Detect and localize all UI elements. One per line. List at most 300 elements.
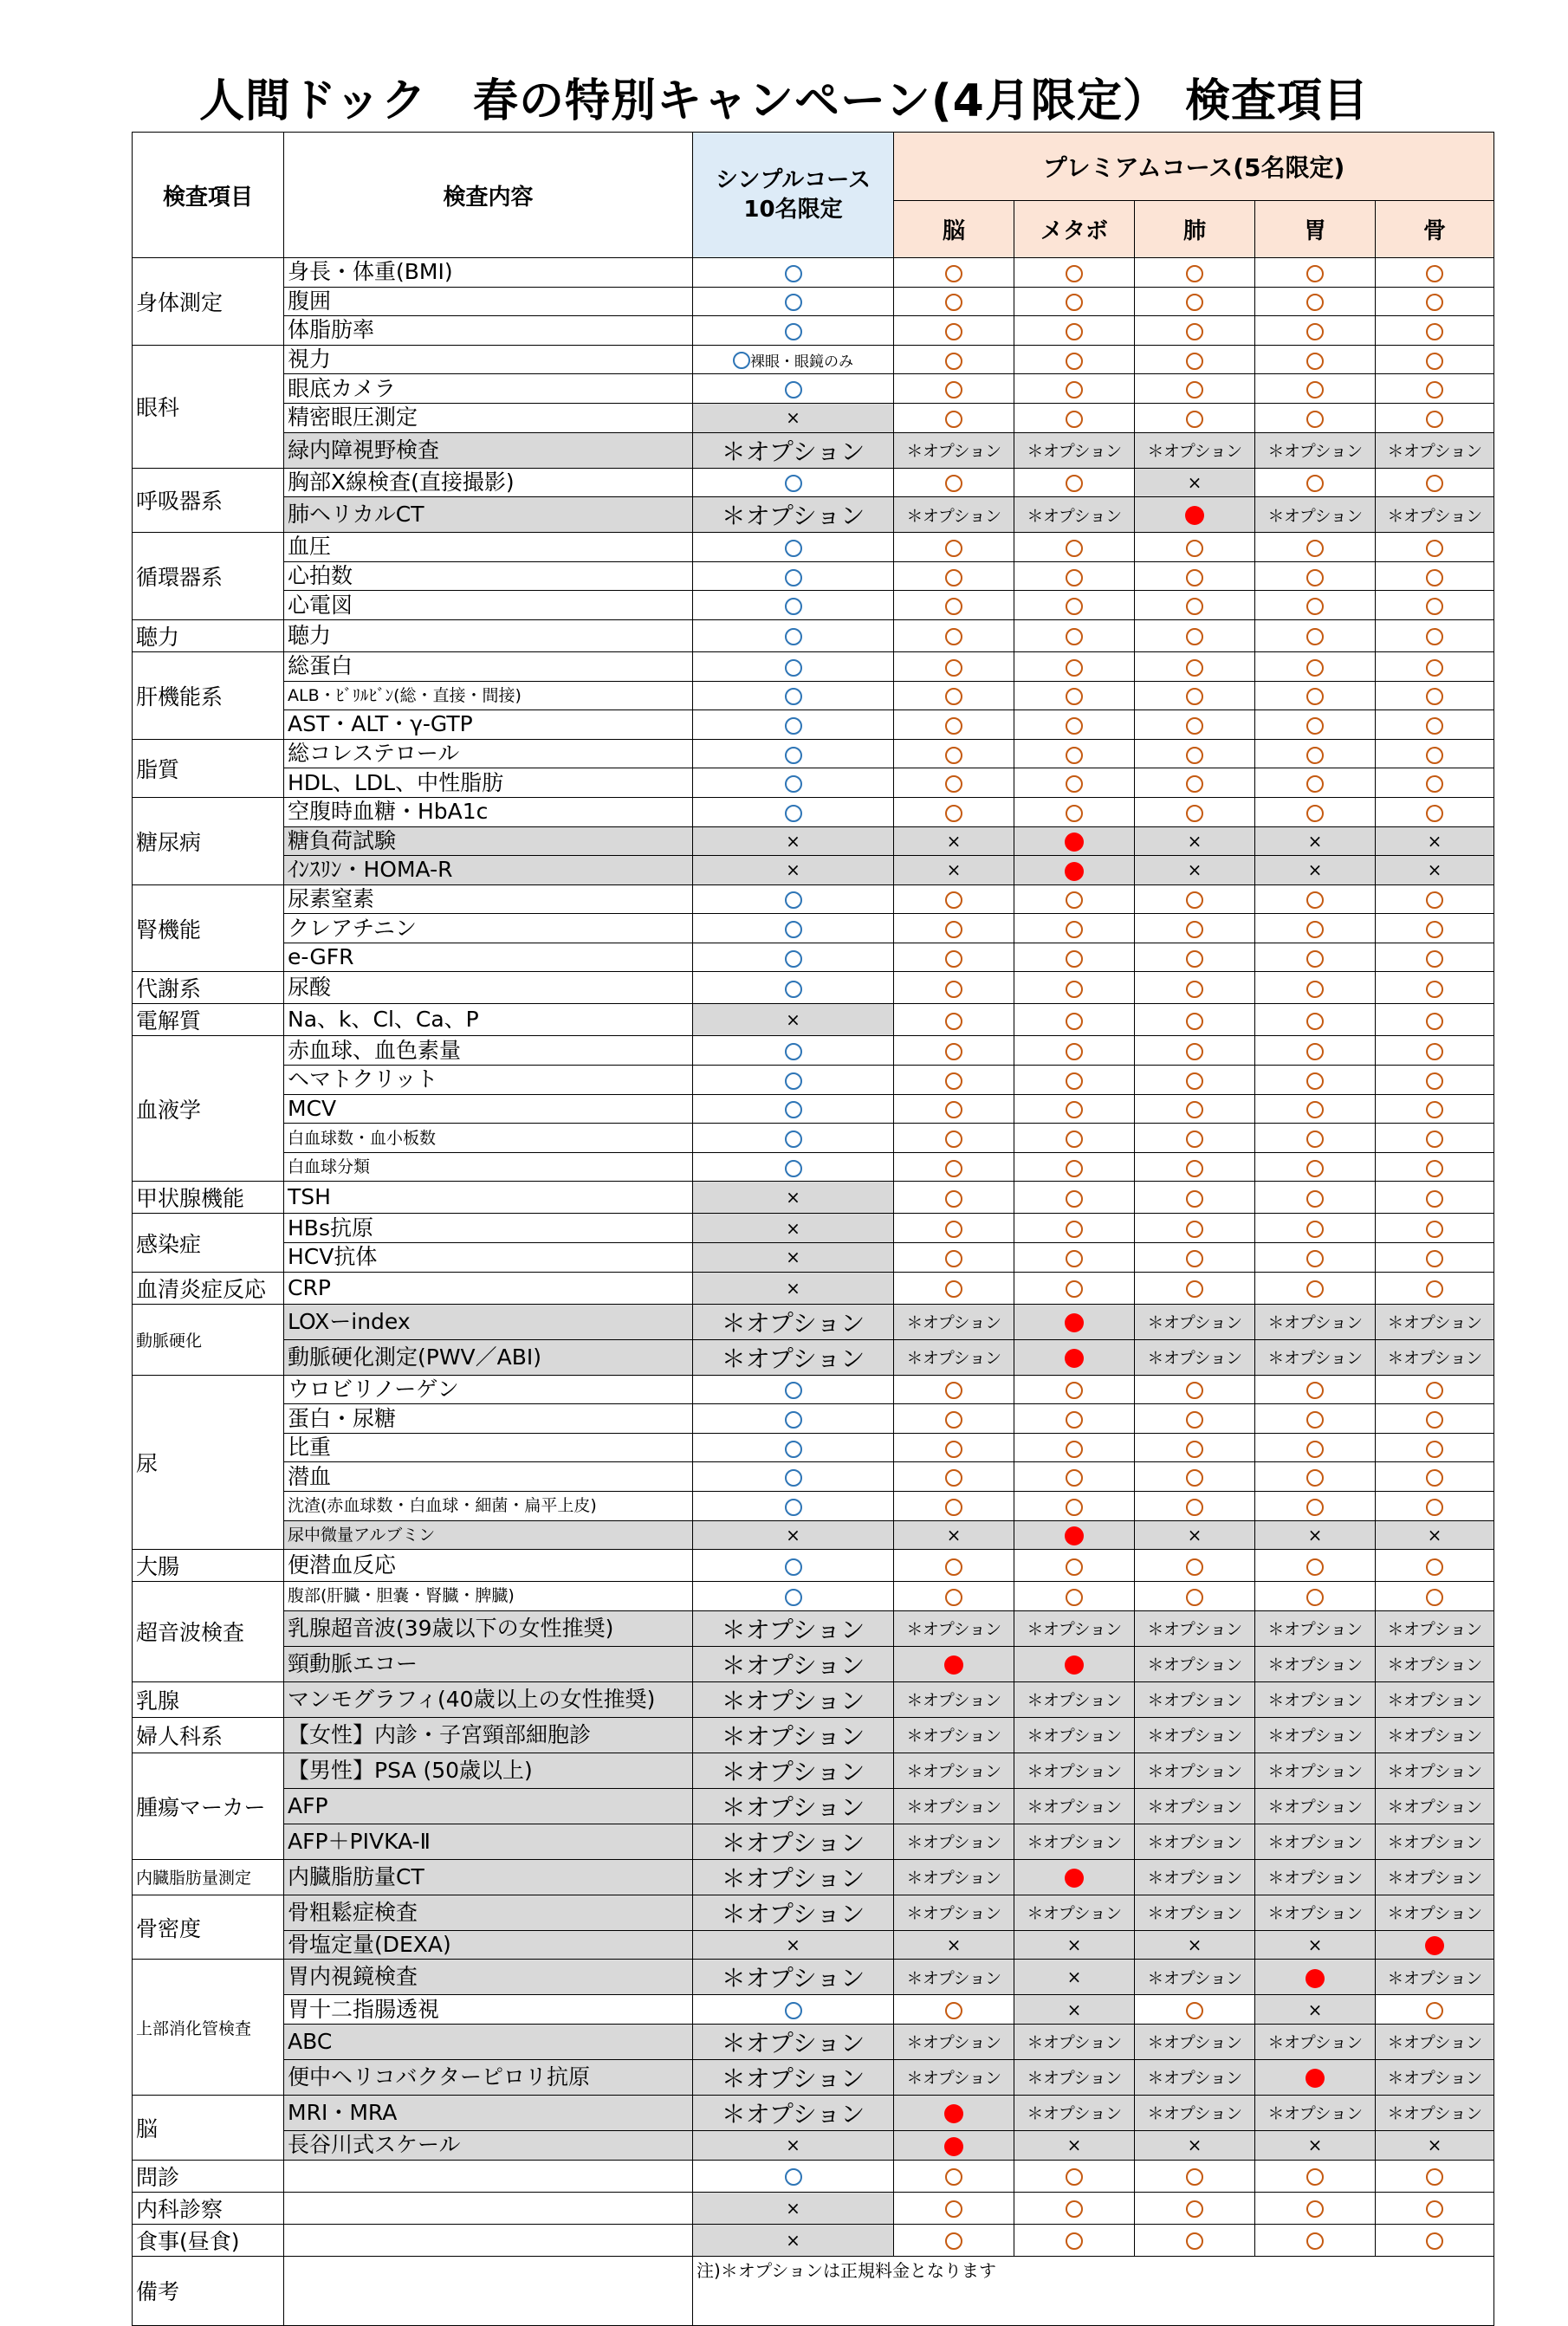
option-mark: ＊オプション (1267, 1762, 1363, 1782)
table-row (133, 972, 1494, 1004)
option-mark: ＊オプション (721, 1615, 865, 1644)
premium-course-cell (1255, 797, 1376, 826)
cross-mark: × (946, 830, 962, 852)
circle-mark-blue (785, 805, 802, 822)
item-cell: MRI・MRA (284, 2095, 693, 2130)
option-mark: ＊オプション (1267, 1349, 1363, 1369)
simple-note: 裸眼・眼鏡のみ (750, 353, 853, 372)
premium-course-cell (1255, 681, 1376, 710)
circle-mark-orange (945, 1160, 962, 1177)
circle-mark-orange (1066, 1469, 1083, 1487)
premium-course-cell (1376, 1788, 1494, 1824)
option-mark: ＊オプション (1147, 1904, 1242, 1924)
item-cell: 血圧 (284, 533, 693, 562)
premium-course-cell (1376, 1753, 1494, 1788)
cross-mark: × (786, 1187, 800, 1208)
option-mark: ＊オプション (721, 1899, 865, 1928)
circle-mark-blue (785, 569, 802, 586)
circle-mark-orange (1186, 950, 1203, 968)
premium-course-cell (894, 1492, 1014, 1521)
premium-course-cell (1135, 1124, 1255, 1153)
category-cell: 尿 (133, 1375, 284, 1550)
premium-course-cell (1014, 1433, 1135, 1462)
red-dot-mark (1065, 1349, 1084, 1368)
premium-course-cell (1014, 468, 1135, 497)
item-cell: 長谷川式スケール (284, 2130, 693, 2160)
premium-course-cell (1014, 710, 1135, 740)
premium-course-cell (894, 1610, 1014, 1646)
circle-mark-orange (945, 265, 962, 282)
premium-course-cell (1135, 497, 1255, 533)
category-cell: 内科診察 (133, 2192, 284, 2224)
premium-course-cell (1014, 1753, 1135, 1788)
circle-mark-orange (945, 598, 962, 615)
circle-mark-orange (945, 747, 962, 764)
premium-course-cell (894, 258, 1014, 288)
item-cell: 尿素窒素 (284, 884, 693, 914)
premium-course-cell (1376, 1550, 1494, 1582)
table-row (133, 1182, 1494, 1214)
premium-course-cell (894, 2160, 1014, 2192)
circle-mark-orange (1186, 540, 1203, 557)
premium-course-cell (1014, 651, 1135, 681)
table-row (133, 533, 1494, 562)
circle-mark-orange (1066, 2232, 1083, 2250)
premium-course-cell (1135, 1859, 1255, 1895)
circle-mark-orange (945, 1589, 962, 1606)
premium-course-cell (1014, 2160, 1135, 2192)
item-cell: 緑内障視野検査 (284, 432, 693, 468)
category-cell: 聴力 (133, 619, 284, 651)
premium-course-cell (1135, 591, 1255, 620)
circle-mark-blue (785, 628, 802, 645)
simple-course-cell (693, 1859, 894, 1895)
item-cell: クレアチニン (284, 914, 693, 943)
premium-course-cell (894, 1036, 1014, 1066)
premium-course-cell (894, 1272, 1014, 1304)
red-dot-mark (1065, 1313, 1084, 1332)
cross-mark: × (1307, 859, 1323, 881)
premium-course-cell (1255, 1152, 1376, 1182)
circle-mark-orange (945, 1469, 962, 1487)
circle-mark-orange (1186, 569, 1203, 586)
item-cell: ALB・ﾋﾞﾘﾙﾋﾞﾝ(総・直接・間接) (284, 681, 693, 710)
circle-mark-orange (1306, 1160, 1324, 1177)
circle-mark-orange (1066, 2168, 1083, 2186)
premium-course-cell (894, 1462, 1014, 1492)
premium-course-cell (1135, 1824, 1255, 1859)
premium-course-cell (894, 768, 1014, 798)
simple-course-cell (693, 2095, 894, 2130)
simple-course-cell (693, 1753, 894, 1788)
table-row (133, 710, 1494, 740)
item-cell: 骨粗鬆症検査 (284, 1895, 693, 1930)
simple-course-cell (693, 533, 894, 562)
circle-mark-orange (1066, 411, 1083, 428)
item-cell: 潜血 (284, 1462, 693, 1492)
circle-mark-orange (1306, 747, 1324, 764)
red-dot-mark (944, 2137, 963, 2156)
circle-mark-orange (1426, 294, 1443, 311)
circle-mark-orange (1306, 891, 1324, 909)
simple-course-cell (693, 561, 894, 591)
option-mark: ＊オプション (1267, 1691, 1363, 1711)
premium-course-cell (1255, 914, 1376, 943)
option-mark: ＊オプション (1027, 2104, 1122, 2124)
premium-course-cell (1255, 316, 1376, 346)
circle-mark-orange (1426, 475, 1443, 492)
premium-course-cell (1376, 884, 1494, 914)
category-cell: 肝機能系 (133, 651, 284, 739)
simple-course-cell (693, 432, 894, 468)
circle-mark-orange (945, 921, 962, 938)
premium-course-cell (894, 403, 1014, 432)
circle-mark-orange (1066, 540, 1083, 557)
option-mark: ＊オプション (1147, 1313, 1242, 1333)
option-mark: ＊オプション (1387, 506, 1482, 526)
item-cell: CRP (284, 1272, 693, 1304)
simple-course-cell (693, 1582, 894, 1611)
item-cell (284, 2192, 693, 2224)
simple-course-cell (693, 914, 894, 943)
category-cell: 大腸 (133, 1550, 284, 1582)
premium-course-cell (1376, 2095, 1494, 2130)
table-row (133, 497, 1494, 533)
premium-course-cell (1135, 1492, 1255, 1521)
circle-mark-orange (945, 1382, 962, 1399)
premium-course-cell (1135, 533, 1255, 562)
premium-course-cell (1255, 2095, 1376, 2130)
item-cell: 蛋白・尿糖 (284, 1404, 693, 1434)
circle-mark-orange (945, 2200, 962, 2218)
table-row (133, 591, 1494, 620)
premium-course-cell (894, 826, 1014, 856)
table-row (133, 1717, 1494, 1753)
table-row (133, 1152, 1494, 1182)
circle-mark-orange (945, 2232, 962, 2250)
premium-course-cell (1135, 1753, 1255, 1788)
premium-course-cell (1135, 1272, 1255, 1304)
premium-course-cell (1376, 943, 1494, 972)
premium-course-cell (1376, 432, 1494, 468)
circle-mark-orange (945, 950, 962, 968)
circle-mark-orange (1426, 1382, 1443, 1399)
simple-course-cell (693, 2059, 894, 2095)
premium-course-cell (894, 374, 1014, 404)
premium-course-cell (1255, 432, 1376, 468)
red-dot-mark (944, 1655, 963, 1675)
category-cell: 婦人科系 (133, 1717, 284, 1753)
circle-mark-orange (1306, 688, 1324, 705)
premium-course-cell (894, 943, 1014, 972)
simple-course-cell (693, 1610, 894, 1646)
premium-course-cell (1255, 2059, 1376, 2095)
premium-course-cell (1014, 1960, 1135, 1995)
circle-mark-orange (945, 1221, 962, 1238)
premium-course-cell (894, 1214, 1014, 1243)
circle-mark-orange (945, 294, 962, 311)
premium-course-cell (1014, 943, 1135, 972)
premium-course-cell (894, 972, 1014, 1004)
circle-mark-blue (785, 2002, 802, 2019)
circle-mark-orange (1426, 628, 1443, 645)
category-cell: 内臓脂肪量測定 (133, 1859, 284, 1895)
premium-course-cell (1376, 1895, 1494, 1930)
premium-course-cell (1135, 2024, 1255, 2059)
circle-mark-blue (785, 891, 802, 909)
cross-mark: × (786, 2229, 800, 2251)
premium-course-cell (1135, 1717, 1255, 1753)
simple-course-cell (693, 287, 894, 316)
premium-course-cell (894, 1004, 1014, 1036)
option-mark: ＊オプション (1147, 1349, 1242, 1369)
red-dot-mark (1065, 862, 1084, 881)
premium-course-cell (1014, 2130, 1135, 2160)
circle-mark-orange (1426, 569, 1443, 586)
premium-course-cell (1376, 619, 1494, 651)
item-cell: 便潜血反応 (284, 1550, 693, 1582)
circle-mark-orange (945, 1043, 962, 1060)
circle-mark-orange (945, 1131, 962, 1148)
exam-table (132, 132, 1494, 2326)
premium-course-cell (1376, 1824, 1494, 1859)
circle-mark-orange (1066, 1190, 1083, 1208)
premium-course-cell (1255, 1492, 1376, 1521)
circle-mark-orange (945, 569, 962, 586)
remarks-note: 注)＊オプションは正規料金となります (693, 2256, 1494, 2325)
premium-course-cell (1255, 1960, 1376, 1995)
circle-mark-orange (1186, 1101, 1203, 1118)
option-mark: ＊オプション (1147, 2033, 1242, 2053)
circle-mark-orange (1306, 1043, 1324, 1060)
circle-mark-orange (1066, 381, 1083, 398)
circle-mark-orange (1066, 659, 1083, 677)
simple-course-cell (693, 1995, 894, 2025)
circle-mark-orange (1426, 2232, 1443, 2250)
circle-mark-orange (1066, 775, 1083, 793)
premium-course-cell (1255, 258, 1376, 288)
premium-course-cell (1376, 1646, 1494, 1681)
premium-course-cell (894, 1681, 1014, 1717)
item-cell: 赤血球、血色素量 (284, 1036, 693, 1066)
table-row (133, 2130, 1494, 2160)
item-cell: 尿中微量アルブミン (284, 1520, 693, 1550)
circle-mark-orange (1186, 891, 1203, 909)
item-cell: ウロビリノーゲン (284, 1375, 693, 1404)
premium-course-cell (1135, 739, 1255, 768)
red-dot-mark (1065, 1526, 1084, 1545)
circle-mark-orange (1066, 1131, 1083, 1148)
simple-course-cell (693, 972, 894, 1004)
circle-mark-orange (945, 323, 962, 340)
premium-course-cell (1255, 1753, 1376, 1788)
premium-course-cell (1135, 1004, 1255, 1036)
premium-course-cell (894, 1404, 1014, 1434)
premium-course-cell (1135, 1681, 1255, 1717)
circle-mark-orange (1066, 323, 1083, 340)
premium-course-cell (1376, 1304, 1494, 1339)
circle-mark-orange (1186, 1250, 1203, 1267)
circle-mark-orange (945, 381, 962, 398)
simple-course-cell (693, 2160, 894, 2192)
red-dot-mark (1065, 1869, 1084, 1888)
table-row (133, 2024, 1494, 2059)
circle-mark-blue (785, 323, 802, 340)
option-mark: ＊オプション (721, 1757, 865, 1786)
circle-mark-orange (1426, 598, 1443, 615)
header-sub-metabo: メタボ (1014, 201, 1135, 258)
table-row (133, 1550, 1494, 1582)
premium-course-cell (1135, 1214, 1255, 1243)
premium-course-cell (1255, 1304, 1376, 1339)
item-cell: 精密眼圧測定 (284, 403, 693, 432)
premium-course-cell (1255, 826, 1376, 856)
circle-mark-blue (785, 294, 802, 311)
category-cell: 循環器系 (133, 533, 284, 620)
header-premium-course: プレミアムコース(5名限定) (894, 133, 1494, 201)
premium-course-cell (1014, 1152, 1135, 1182)
premium-course-cell (1255, 1520, 1376, 1550)
cross-mark: × (1307, 2135, 1323, 2156)
table-row (133, 1610, 1494, 1646)
option-mark: ＊オプション (1027, 1691, 1122, 1711)
circle-mark-orange (945, 1250, 962, 1267)
circle-mark-orange (1426, 540, 1443, 557)
premium-course-cell (1376, 2130, 1494, 2160)
option-mark: ＊オプション (906, 1620, 1001, 1640)
item-cell: AFP (284, 1788, 693, 1824)
category-cell: 代謝系 (133, 972, 284, 1004)
table-row (133, 258, 1494, 288)
category-cell: 血液学 (133, 1036, 284, 1182)
circle-mark-orange (1186, 1558, 1203, 1576)
item-cell: 便中ヘリコバクターピロリ抗原 (284, 2059, 693, 2095)
circle-mark-orange (1426, 353, 1443, 370)
circle-mark-orange (1186, 628, 1203, 645)
premium-course-cell (894, 1433, 1014, 1462)
simple-course-cell (693, 2192, 894, 2224)
cross-mark: × (786, 407, 800, 429)
circle-mark-orange (1306, 1131, 1324, 1148)
premium-course-cell (1135, 1550, 1255, 1582)
circle-mark-orange (945, 775, 962, 793)
premium-course-cell (1376, 561, 1494, 591)
premium-course-cell (894, 316, 1014, 346)
premium-course-cell (1255, 345, 1376, 374)
circle-mark-orange (1306, 1499, 1324, 1516)
option-mark: ＊オプション (1027, 1833, 1122, 1853)
premium-course-cell (1376, 1492, 1494, 1521)
premium-course-cell (1014, 374, 1135, 404)
cross-mark: × (1307, 1934, 1323, 1956)
premium-course-cell (894, 1182, 1014, 1214)
cross-mark: × (786, 1247, 800, 1268)
simple-course-cell (693, 316, 894, 346)
circle-mark-blue (785, 2168, 802, 2186)
item-cell: HDL、LDL、中性脂肪 (284, 768, 693, 798)
premium-course-cell (1255, 1550, 1376, 1582)
circle-mark-blue (785, 717, 802, 735)
premium-course-cell (894, 1930, 1014, 1960)
circle-mark-orange (1306, 717, 1324, 735)
table-row (133, 619, 1494, 651)
premium-course-cell (894, 1304, 1014, 1339)
premium-course-cell (1014, 1582, 1135, 1611)
premium-course-cell (1376, 1930, 1494, 1960)
premium-course-cell (1014, 884, 1135, 914)
category-cell: 呼吸器系 (133, 468, 284, 533)
premium-course-cell (1255, 1004, 1376, 1036)
option-mark: ＊オプション (1387, 1691, 1482, 1711)
circle-mark-orange (1306, 921, 1324, 938)
category-cell: 乳腺 (133, 1681, 284, 1717)
circle-mark-orange (1426, 265, 1443, 282)
premium-course-cell (1135, 1243, 1255, 1273)
circle-mark-orange (1306, 411, 1324, 428)
premium-course-cell (1014, 681, 1135, 710)
option-mark: ＊オプション (1267, 1869, 1363, 1889)
item-cell: e-GFR (284, 943, 693, 972)
category-cell: 身体測定 (133, 258, 284, 346)
option-mark: ＊オプション (721, 1792, 865, 1822)
circle-mark-orange (1426, 323, 1443, 340)
circle-mark-orange (945, 1280, 962, 1298)
item-cell: 心拍数 (284, 561, 693, 591)
item-cell: 【女性】内診・子宮頸部細胞診 (284, 1717, 693, 1753)
simple-course-cell (693, 1124, 894, 1153)
circle-mark-orange (1186, 2002, 1203, 2019)
option-mark: ＊オプション (1147, 2069, 1242, 2089)
option-mark: ＊オプション (906, 1349, 1001, 1369)
table-row (133, 1375, 1494, 1404)
premium-course-cell (894, 856, 1014, 885)
option-mark: ＊オプション (721, 1344, 865, 1373)
table-row (133, 2224, 1494, 2256)
option-mark: ＊オプション (1387, 2033, 1482, 2053)
item-cell: 肺ヘリカルCT (284, 497, 693, 533)
circle-mark-orange (1186, 1043, 1203, 1060)
premium-course-cell (1255, 1930, 1376, 1960)
table-row (133, 1859, 1494, 1895)
simple-course-cell (693, 856, 894, 885)
category-cell: 超音波検査 (133, 1582, 284, 1682)
circle-mark-orange (1426, 1441, 1443, 1458)
premium-course-cell (894, 432, 1014, 468)
circle-mark-orange (1426, 1131, 1443, 1148)
simple-course-cell (693, 374, 894, 404)
circle-mark-blue (785, 921, 802, 938)
table-row (133, 1753, 1494, 1788)
option-mark: ＊オプション (906, 2069, 1001, 2089)
circle-mark-orange (1306, 628, 1324, 645)
premium-course-cell (1255, 591, 1376, 620)
premium-course-cell (1135, 1404, 1255, 1434)
option-mark: ＊オプション (1267, 1313, 1363, 1333)
circle-mark-orange (1306, 1589, 1324, 1606)
circle-mark-orange (1066, 950, 1083, 968)
circle-mark-orange (1186, 1469, 1203, 1487)
simple-course-cell (693, 403, 894, 432)
circle-mark-orange (1066, 747, 1083, 764)
circle-mark-orange (1306, 2168, 1324, 2186)
premium-course-cell (1376, 856, 1494, 885)
premium-course-cell (894, 561, 1014, 591)
circle-mark-orange (1066, 981, 1083, 998)
item-cell: 空腹時血糖・HbA1c (284, 797, 693, 826)
cross-mark: × (1066, 1966, 1082, 1988)
option-mark: ＊オプション (1147, 1655, 1242, 1675)
premium-course-cell (1376, 1036, 1494, 1066)
